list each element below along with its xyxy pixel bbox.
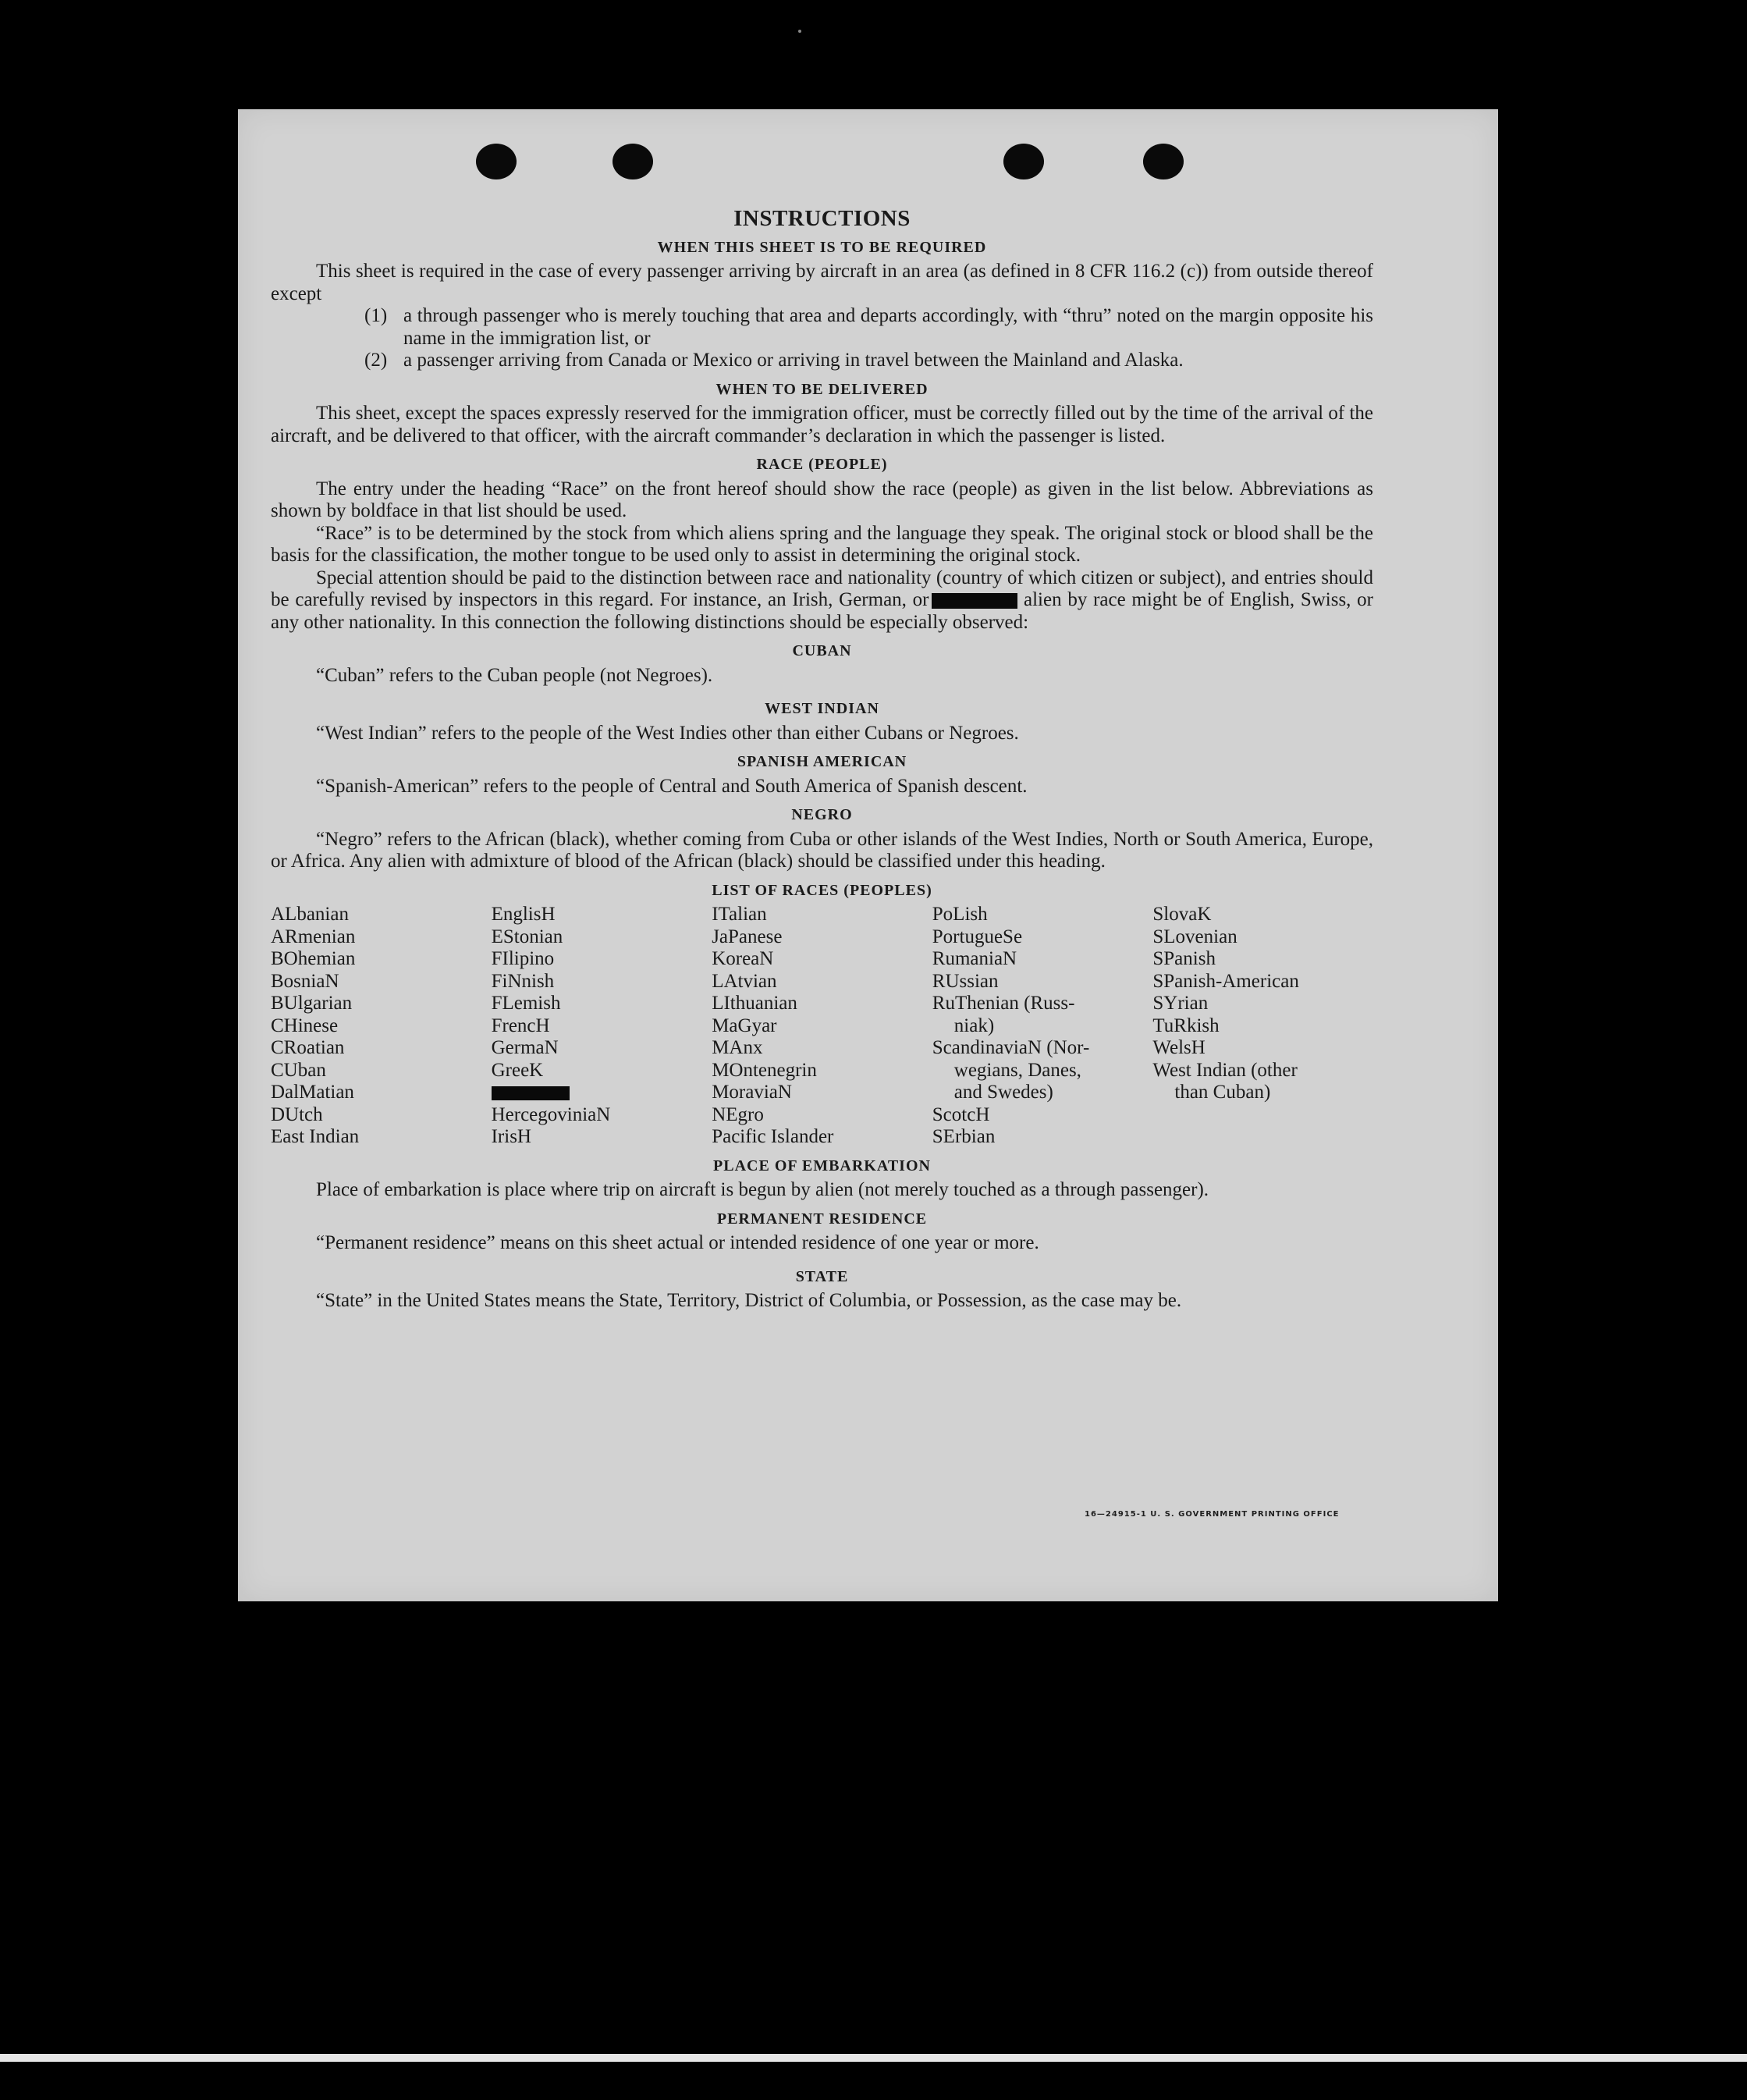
race-entry: JaPanese bbox=[712, 926, 783, 947]
section-heading-embarkation: PLACE OF EMBARKATION bbox=[713, 1157, 931, 1174]
subheading-negro: NEGRO bbox=[791, 806, 853, 823]
race-entry: East Indian bbox=[271, 1126, 360, 1147]
race-entry: FiNnish bbox=[491, 970, 555, 992]
cuban-paragraph: “Cuban” refers to the Cuban people (not Negroes). bbox=[316, 664, 713, 686]
west-indian-paragraph: “West Indian” refers to the people of the West Indies other than either Cubans or Negroes. bbox=[316, 722, 1019, 744]
scan-edge-line bbox=[0, 2054, 1747, 2062]
race-entry: EStonian bbox=[491, 926, 563, 947]
race-entry: GermaN bbox=[491, 1037, 559, 1058]
race-entry: KoreaN bbox=[712, 948, 774, 969]
race-paragraph-3b: alien by race might be of English, Swiss, or any other nationality. In this connection the following distinctions should be especially observed: bbox=[271, 589, 1373, 633]
race-entry-continued: wegians, Danes, bbox=[953, 1059, 1081, 1081]
race-list bbox=[271, 904, 1373, 1149]
race-entry: FLemish bbox=[491, 993, 561, 1014]
race-entry-continued: than Cuban) bbox=[1174, 1082, 1271, 1103]
document-sheet bbox=[238, 109, 1498, 1601]
instructions-body bbox=[271, 208, 1373, 1313]
race-entry: LIthuanian bbox=[712, 993, 797, 1014]
section-heading-required: WHEN THIS SHEET IS TO BE REQUIRED bbox=[657, 238, 987, 256]
race-entry: EnglisH bbox=[491, 904, 556, 925]
punch-hole bbox=[1143, 144, 1184, 179]
race-column-1 bbox=[271, 904, 492, 1149]
punch-hole bbox=[476, 144, 517, 179]
section-heading-delivered: WHEN TO BE DELIVERED bbox=[715, 380, 929, 398]
race-entry: MAnx bbox=[712, 1037, 763, 1058]
redaction-bar bbox=[492, 1086, 570, 1100]
subheading-cuban: CUBAN bbox=[792, 642, 852, 659]
race-column-4 bbox=[932, 904, 1153, 1149]
printing-office-code: 16—24915-1 U. S. GOVERNMENT PRINTING OFFICE bbox=[1085, 1510, 1340, 1519]
race-paragraph-1: The entry under the heading “Race” on the front hereof should show the race (people) as given in the list below. Abbreviations as shown by boldface in that list should be used. bbox=[271, 478, 1373, 521]
item-text: a through passenger who is merely touching that area and departs accordingly, with “thru” noted on the margin opposite his name in the immigration list, or bbox=[403, 305, 1373, 349]
residence-paragraph: “Permanent residence” means on this sheet actual or intended residence of one year or more. bbox=[316, 1232, 1039, 1253]
race-entry: RumaniaN bbox=[932, 948, 1017, 969]
item-number: (2) bbox=[364, 350, 388, 371]
race-column-5 bbox=[1152, 904, 1373, 1149]
spanish-american-paragraph: “Spanish-American” refers to the people of Central and South America of Spanish descent. bbox=[316, 775, 1028, 797]
race-entry: NEgro bbox=[712, 1103, 764, 1125]
subheading-spanish-american: SPANISH AMERICAN bbox=[737, 753, 907, 770]
subheading-list-of-races: LIST OF RACES (PEOPLES) bbox=[712, 881, 932, 899]
race-column-2 bbox=[492, 904, 712, 1149]
race-entry: ScandinaviaN (Nor- bbox=[932, 1037, 1090, 1058]
race-entry: SYrian bbox=[1152, 993, 1209, 1014]
race-paragraph-3a: Special attention should be paid to the distinction between race and nationality (country of which citizen or subject), and entries should be carefully revised by inspectors in this regard. For instance, an Irish, German, or bbox=[271, 567, 1373, 610]
race-entry: SPanish-American bbox=[1152, 970, 1299, 992]
race-entry: Pacific Islander bbox=[712, 1126, 834, 1147]
race-entry: MoraviaN bbox=[712, 1082, 792, 1103]
race-entry: DalMatian bbox=[271, 1082, 354, 1103]
subheading-west-indian: WEST INDIAN bbox=[765, 700, 879, 717]
race-entry: ALbanian bbox=[271, 904, 349, 925]
race-entry: ScotcH bbox=[932, 1103, 990, 1125]
race-entry: HercegoviniaN bbox=[491, 1103, 611, 1125]
race-entry: IrisH bbox=[491, 1126, 531, 1147]
race-entry: CRoatian bbox=[271, 1037, 345, 1058]
race-entry: FrencH bbox=[491, 1014, 550, 1036]
race-paragraph-2: “Race” is to be determined by the stock from which aliens spring and the language they speak. The original stock or blood shall be the basis for the classification, the mother tongue to be used only to assist in determining the original stock. bbox=[271, 522, 1373, 566]
punch-hole bbox=[613, 144, 653, 179]
race-entry: FIlipino bbox=[491, 948, 555, 969]
race-entry: ARmenian bbox=[271, 926, 356, 947]
race-entry-continued: and Swedes) bbox=[953, 1082, 1053, 1103]
race-entry: SPanish bbox=[1152, 948, 1216, 969]
race-entry: CUban bbox=[271, 1059, 326, 1081]
race-entry: TuRkish bbox=[1152, 1014, 1220, 1036]
race-entry: DUtch bbox=[271, 1103, 323, 1125]
section-heading-residence: PERMANENT RESIDENCE bbox=[716, 1210, 928, 1228]
race-entry: PoLish bbox=[932, 904, 988, 925]
race-entry: WelsH bbox=[1152, 1037, 1206, 1058]
race-paragraph-3 bbox=[271, 567, 1373, 634]
item-text: a passenger arriving from Canada or Mexico or arriving in travel between the Mainland and Alaska. bbox=[403, 350, 1184, 371]
race-entry: MOntenegrin bbox=[712, 1059, 817, 1081]
scan-speck bbox=[798, 30, 801, 33]
race-entry: RuThenian (Russ- bbox=[932, 993, 1075, 1014]
punch-hole bbox=[1003, 144, 1044, 179]
race-entry: GreeK bbox=[491, 1059, 544, 1081]
race-entry: BUlgarian bbox=[271, 993, 353, 1014]
exception-item-2 bbox=[364, 350, 1373, 372]
race-entry: SErbian bbox=[932, 1126, 996, 1147]
delivered-paragraph: This sheet, except the spaces expressly reserved for the immigration officer, must be correctly filled out by the time of the arrival of the aircraft, and be delivered to that officer, with the aircraft commander’s declaration in which the passenger is listed. bbox=[271, 403, 1373, 446]
race-entry: SlovaK bbox=[1152, 904, 1212, 925]
race-entry-redacted bbox=[492, 1082, 712, 1104]
embarkation-paragraph: Place of embarkation is place where trip on aircraft is begun by alien (not merely touched as a through passenger). bbox=[316, 1179, 1209, 1200]
race-column-3 bbox=[712, 904, 932, 1149]
section-heading-race: RACE (PEOPLE) bbox=[756, 456, 888, 473]
negro-paragraph: “Negro” refers to the African (black), whether coming from Cuba or other islands of the West Indies, North or South America, Europe, or Africa. Any alien with admixture of blood of the African (black) should be classified under this heading. bbox=[271, 828, 1373, 872]
state-paragraph: “State” in the United States means the State, Territory, District of Columbia, or Possession, as the case may be. bbox=[316, 1290, 1182, 1311]
race-entry: BosniaN bbox=[271, 970, 339, 992]
section-heading-state: STATE bbox=[795, 1267, 849, 1285]
redaction-bar bbox=[932, 593, 1017, 609]
race-entry: SLovenian bbox=[1152, 926, 1237, 947]
race-entry: BOhemian bbox=[271, 948, 356, 969]
race-entry: LAtvian bbox=[712, 970, 777, 992]
race-entry: RUssian bbox=[932, 970, 999, 992]
race-entry: West Indian (other bbox=[1152, 1059, 1298, 1081]
page-title: INSTRUCTIONS bbox=[733, 206, 911, 231]
exception-item-1 bbox=[364, 305, 1373, 350]
race-entry: CHinese bbox=[271, 1014, 339, 1036]
required-paragraph: This sheet is required in the case of every passenger arriving by aircraft in an area (as defined in 8 CFR 116.2 (c)) from outside thereof except bbox=[271, 261, 1373, 304]
race-entry: ITalian bbox=[712, 904, 767, 925]
item-number: (1) bbox=[364, 305, 388, 326]
race-entry-continued: niak) bbox=[953, 1014, 995, 1036]
race-entry: PortugueSe bbox=[932, 926, 1023, 947]
race-entry: MaGyar bbox=[712, 1014, 777, 1036]
